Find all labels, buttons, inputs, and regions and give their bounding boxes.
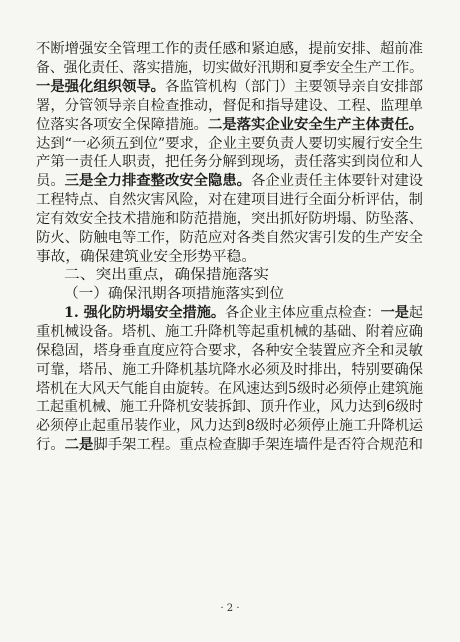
text-segment: 产第一责任人职责，把任务分解到现场，责任落实到岗位和人 xyxy=(36,154,423,171)
text-segment: 保稳固，塔身垂直度应符合要求，各种安全装置应齐全和灵敏 xyxy=(36,342,423,359)
text-segment: 署，分管领导亲自检查推动，督促和指导建设、工程、监理单 xyxy=(36,97,423,114)
bold-text-segment: 一是强化组织领导。 xyxy=(36,77,166,95)
bold-text-segment: 三是全力排查整改安全隐患。 xyxy=(64,172,252,190)
text-segment: 员。 xyxy=(36,173,65,190)
text-segment: 工起重机械、施工升降机安装拆卸、顶升作业，风力达到6级时 xyxy=(36,399,423,416)
bold-text-segment: 强化防坍塌安全措施。 xyxy=(83,303,226,321)
text-segment: 重机械设备。塔机、施工升降机等起重机械的基础、附着应确 xyxy=(36,323,423,340)
text-segment: 工程特点、自然灾害风险，对在建项目进行全面分析评估，制 xyxy=(36,192,423,209)
text-segment: 脚手架工程。重点检查脚手架连墙件是否符合规范和 xyxy=(93,437,423,454)
text-segment: 备、强化责任、落实措施，切实做好汛期和夏季安全生产工作。 xyxy=(36,59,423,76)
bold-text-segment: 1. xyxy=(64,303,84,321)
text-segment: 行。 xyxy=(36,437,65,454)
text-segment: 达到“一必须五到位”要求，企业主要负责人要切实履行安全生 xyxy=(36,135,423,152)
text-segment: 不断增强安全管理工作的责任感和紧迫感，提前安排、超前准 xyxy=(36,41,423,57)
bold-text-segment: 二是 xyxy=(64,436,94,454)
text-segment: 位落实各项安全保障措施。 xyxy=(36,116,209,133)
bold-text-segment: 二是落实企业安全生产主体责任。 xyxy=(208,115,423,133)
page-number: · 2 · xyxy=(220,603,240,614)
text-segment: 定有效安全技术措施和防范措施，突出抓好防坍塌、防坠落、 xyxy=(36,211,423,228)
text-segment: 必须停止起重吊装作业，风力达到8级时必须停止施工升降机运 xyxy=(36,418,423,435)
text-segment: 防火、防触电等工作，防范应对各类自然灾害引发的生产安全 xyxy=(36,230,423,246)
text-segment: （一）确保汛期各项措施落实到位 xyxy=(64,286,284,303)
text-segment: 二、突出重点，确保措施落实 xyxy=(64,267,269,284)
text-line xyxy=(36,434,423,456)
text-segment: 塔机在大风天气能自由旋转。在风速达到5级时必须停止建筑施 xyxy=(36,380,423,397)
bold-text-segment: 一是 xyxy=(380,303,409,321)
text-segment: 可靠，塔吊、施工升降机基坑降水必须及时排出，特别要确保 xyxy=(36,361,423,378)
text-segment: 各监管机构（部门）主要领导亲自安排部 xyxy=(165,78,423,95)
text-segment: 各企业责任主体要针对建设 xyxy=(251,173,423,190)
text-segment: 各企业主体应重点检查： xyxy=(225,304,381,321)
text-segment: 事故，确保建筑业安全形势平稳。 xyxy=(36,248,256,265)
text-segment: 起 xyxy=(408,304,423,321)
